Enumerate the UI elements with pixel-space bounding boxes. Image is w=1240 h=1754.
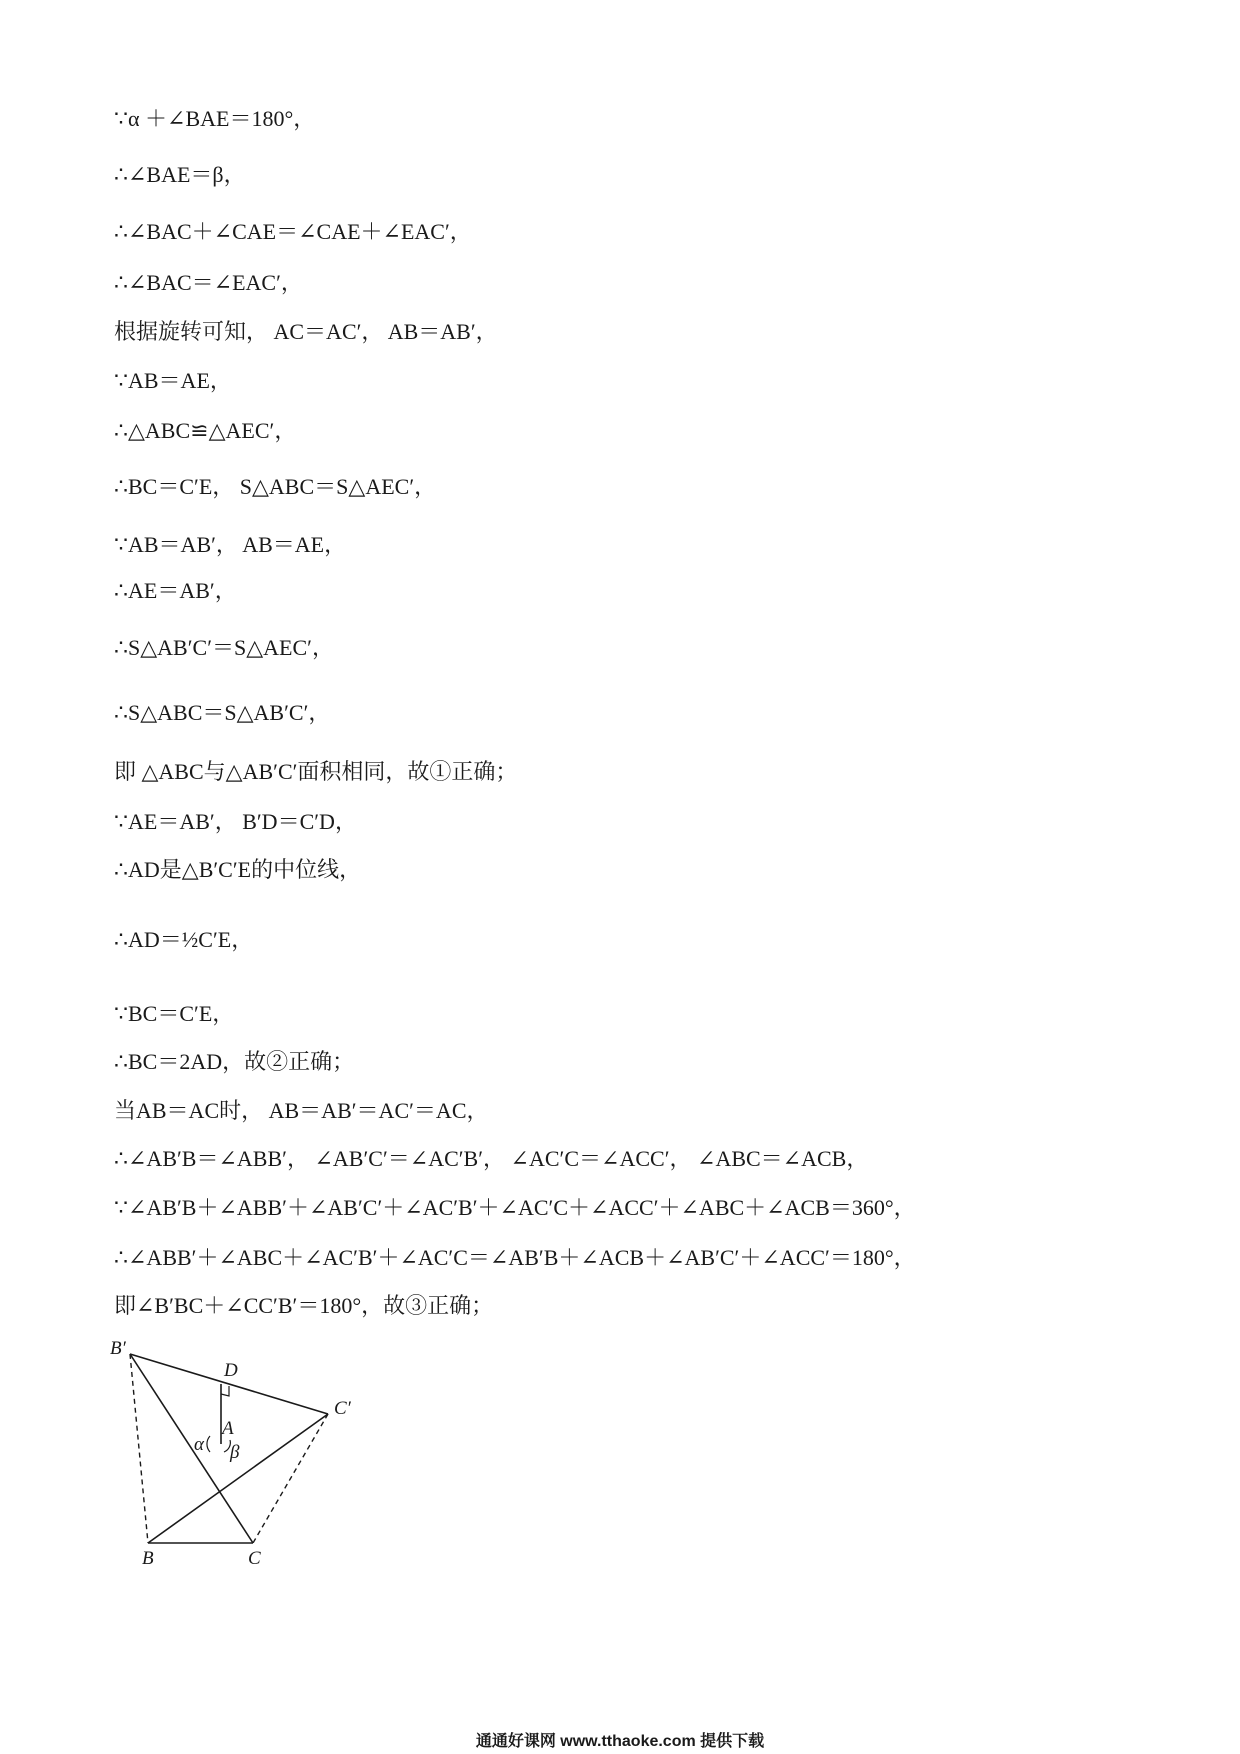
dashed-b-prime-b <box>130 1354 148 1543</box>
text-line: ∴∠ABB′＋∠ABC＋∠AC′B′＋∠AC′C＝∠AB′B＋∠ACB＋∠AB′C′＋∠ACC′＝180°， <box>114 1245 916 1270</box>
text-line: ∴S△AB′C′＝S△AEC′， <box>114 635 334 660</box>
text-line: ∵BC＝C′E， <box>114 1001 235 1026</box>
text-line: ∵AB＝AE， <box>114 368 232 393</box>
text-line: ∴AD＝½C′E， <box>114 927 254 952</box>
text-line: ∴∠AB′B＝∠ABB′， ∠AB′C′＝∠AC′B′， ∠AC′C＝∠ACC′， ∠ABC＝∠ACB， <box>114 1146 869 1171</box>
text-line: 即∠B′BC＋∠CC′B′＝180°，故③正确； <box>114 1293 494 1318</box>
text-line: ∵∠AB′B＋∠ABB′＋∠AB′C′＋∠AC′B′＋∠AC′C＋∠ACC′＋∠ABC＋∠ACB＝360°， <box>114 1195 916 1220</box>
text-line: ∴S△ABC＝S△AB′C′， <box>114 700 331 725</box>
text-line: ∵AE＝AB′， B′D＝C′D， <box>114 809 357 834</box>
text-line: ∵α ＋∠BAE＝180°， <box>114 106 316 131</box>
label-b-prime: B′ <box>110 1340 126 1359</box>
right-angle-mark <box>221 1386 229 1396</box>
label-b: B <box>142 1548 154 1569</box>
text-line: ∴∠BAC＝∠EAC′， <box>114 270 303 295</box>
segment-c-prime-b <box>148 1414 328 1543</box>
text-line: ∴△ABC≌△AEC′， <box>114 418 297 443</box>
label-c-prime: C′ <box>334 1398 351 1419</box>
label-d: D <box>224 1360 238 1381</box>
label-beta: β <box>230 1442 240 1463</box>
label-c: C <box>248 1548 261 1569</box>
dashed-c-prime-c <box>253 1414 328 1543</box>
label-alpha: α <box>194 1434 204 1455</box>
text-line: ∵AB＝AB′， AB＝AE， <box>114 532 347 557</box>
text-line: ∴BC＝C′E， S△ABC＝S△AEC′， <box>114 474 437 499</box>
text-line: ∴AE＝AB′， <box>114 578 237 603</box>
text-line: ∴BC＝2AD，故②正确； <box>114 1049 355 1074</box>
label-a: A <box>222 1418 234 1439</box>
text-line: 即 △ABC与△AB′C′面积相同，故①正确； <box>114 759 518 784</box>
geometry-figure <box>110 1340 370 1580</box>
text-line: ∴∠BAE＝β， <box>114 162 246 187</box>
text-line: ∴AD是△B′C′E的中位线， <box>114 857 362 882</box>
text-line: 当AB＝AC时， AB＝AB′＝AC′＝AC， <box>114 1098 489 1123</box>
angle-alpha-arc <box>207 1436 210 1452</box>
page-footer: 通通好课网 www.tthaoke.com 提供下载 <box>475 1733 765 1750</box>
text-line: ∴∠BAC＋∠CAE＝∠CAE＋∠EAC′， <box>114 219 472 244</box>
text-line: 根据旋转可知， AC＝AC′， AB＝AB′， <box>114 319 498 344</box>
